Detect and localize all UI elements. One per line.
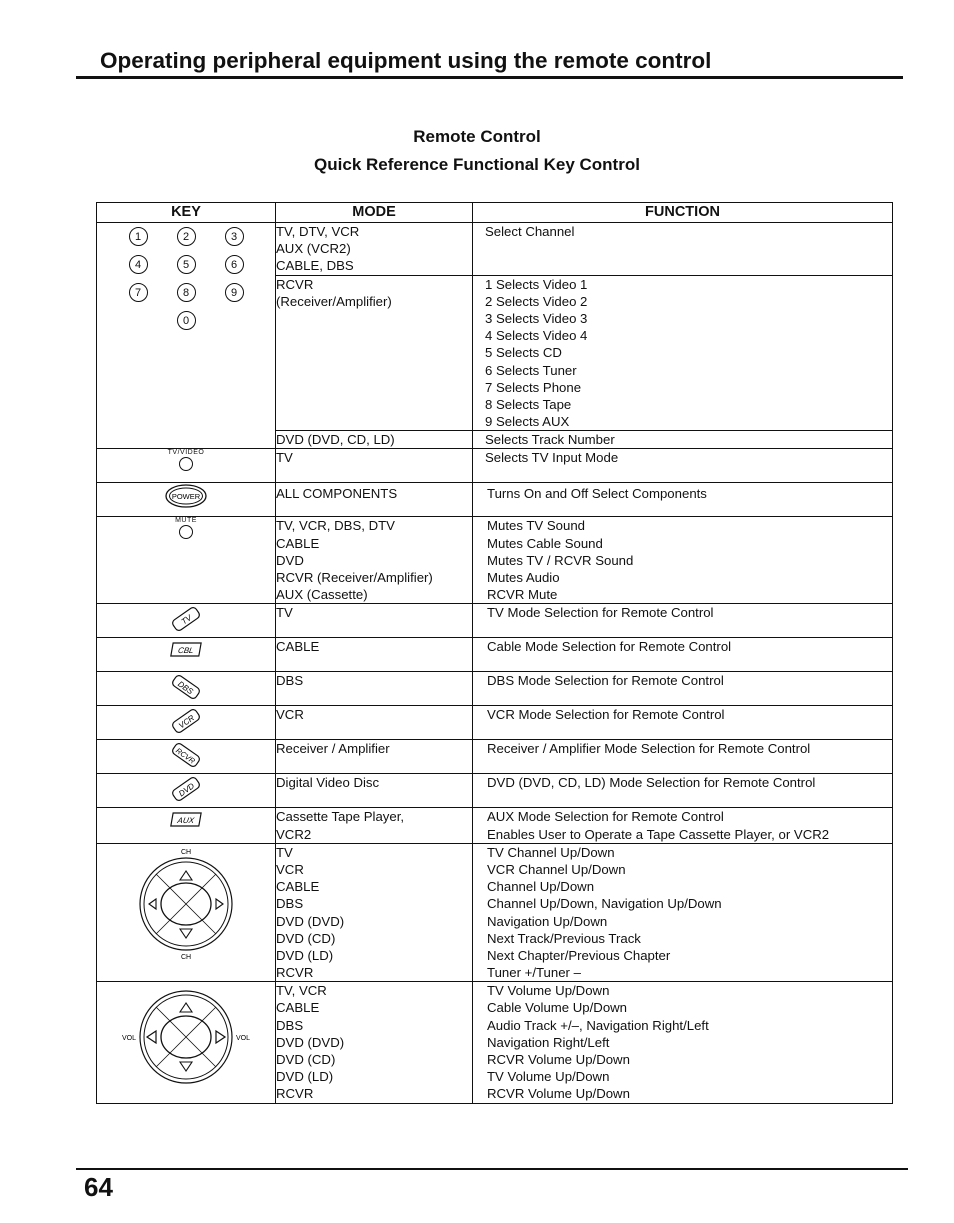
mode-line: VCR [276, 861, 304, 877]
reference-table [96, 202, 893, 1104]
function-line: Channel Up/Down [487, 879, 595, 895]
title-rule [76, 76, 903, 79]
function-line: Cable Volume Up/Down [487, 1000, 628, 1016]
mode-line: Receiver / Amplifier [276, 741, 390, 757]
mode-cell [276, 604, 473, 638]
header-key: KEY [97, 203, 276, 223]
mode-cell [276, 982, 473, 1103]
function-line: Selects Track Number [485, 432, 615, 448]
function-line: 9 Selects AUX [485, 414, 570, 430]
function-cell [473, 223, 893, 276]
function-cell [473, 982, 893, 1103]
function-cell [473, 604, 893, 638]
power-button-icon [164, 483, 208, 509]
function-line: Next Chapter/Previous Chapter [487, 947, 671, 963]
tv-mode-button-icon [166, 604, 206, 634]
mode-cell [276, 843, 473, 982]
function-cell [473, 483, 893, 517]
mode-line: RCVR [276, 276, 314, 292]
footer-rule [76, 1168, 908, 1170]
right-arrow-icon [216, 899, 223, 909]
channel-updown-key-icon [121, 844, 251, 962]
number-9-button: 9 [225, 283, 244, 302]
mode-line: RCVR [276, 965, 314, 981]
channel-key [97, 843, 276, 982]
down-arrow-icon [180, 1062, 192, 1071]
table-row [97, 483, 893, 517]
down-arrow-icon [180, 929, 192, 938]
function-cell [473, 449, 893, 483]
function-line: TV Channel Up/Down [487, 844, 615, 860]
mode-line: CABLE, DBS [276, 258, 354, 274]
function-line: 4 Selects Video 4 [485, 328, 588, 344]
dvd-mode-key [97, 774, 276, 808]
function-line: Cable Mode Selection for Remote Control [487, 639, 732, 655]
function-line: 6 Selects Tuner [485, 362, 577, 378]
function-line: TV Volume Up/Down [487, 983, 610, 999]
function-cell [473, 808, 893, 843]
mode-cell [276, 808, 473, 843]
function-line: 7 Selects Phone [485, 379, 582, 395]
mode-line: DVD (LD) [276, 947, 334, 963]
function-line: Mutes TV Sound [487, 518, 585, 534]
volume-key [97, 982, 276, 1103]
mode-line: AUX (Cassette) [276, 587, 368, 603]
mode-line: DVD (CD) [276, 1052, 336, 1067]
vol-left-label: VOL [121, 1035, 137, 1043]
tvvideo-key [97, 449, 276, 483]
number-0-button: 0 [177, 311, 196, 330]
mode-line: DBS [276, 1017, 304, 1033]
function-line: Select Channel [485, 224, 575, 239]
left-arrow-icon [149, 899, 156, 909]
mode-cell [276, 638, 473, 672]
function-cell [473, 638, 893, 672]
number-2-button: 2 [177, 227, 196, 246]
table-row [97, 449, 893, 483]
up-arrow-icon [180, 871, 192, 880]
number-4-button: 4 [129, 255, 148, 274]
function-line: Navigation Up/Down [487, 913, 608, 929]
mode-line: VCR [276, 707, 304, 723]
dvd-mode-button-icon [166, 774, 206, 804]
function-line: Turns On and Off Select Components [487, 486, 707, 502]
function-cell [473, 275, 893, 431]
up-arrow-icon [180, 1003, 192, 1012]
function-line: Next Track/Previous Track [487, 930, 641, 946]
function-line: Enables User to Operate a Tape Cassette Player, or VCR2 [487, 826, 830, 842]
tvvideo-button-icon [179, 457, 193, 471]
mode-line: CABLE [276, 879, 320, 895]
table-row [97, 808, 893, 843]
mode-line: TV [276, 844, 293, 860]
power-key-label: POWER [171, 492, 201, 502]
table-row [97, 706, 893, 740]
function-line: RCVR Volume Up/Down [487, 1086, 630, 1102]
mode-line: DVD (DVD) [276, 913, 345, 929]
aux-mode-key-label: AUX [176, 816, 195, 826]
table-header-row [97, 203, 893, 223]
table-row [97, 517, 893, 604]
rcvr-mode-button-icon [166, 740, 206, 770]
function-line: 5 Selects CD [485, 345, 562, 361]
mode-cell [276, 431, 473, 449]
function-line: TV Mode Selection for Remote Control [487, 605, 714, 621]
function-line: Mutes TV / RCVR Sound [487, 552, 634, 568]
function-line: VCR Channel Up/Down [487, 861, 626, 877]
page-title: Operating peripheral equipment using the remote control [100, 48, 712, 73]
function-line: Mutes Cable Sound [487, 535, 603, 551]
mode-line: TV [276, 450, 293, 466]
ch-down-label: CH [180, 953, 192, 961]
number-3-button: 3 [225, 227, 244, 246]
mode-line: TV [276, 605, 293, 621]
dbs-mode-button-icon [166, 672, 206, 702]
function-line: DVD (DVD, CD, LD) Mode Selection for Remote Control [487, 775, 816, 791]
header-mode: MODE [276, 203, 473, 223]
function-cell [473, 431, 893, 449]
mode-cell [276, 483, 473, 517]
cable-mode-button-icon [166, 638, 206, 662]
function-line: VCR Mode Selection for Remote Control [487, 707, 725, 723]
mode-cell [276, 740, 473, 774]
mode-cell [276, 223, 473, 276]
function-cell [473, 843, 893, 982]
mode-line: VCR2 [276, 826, 312, 842]
mode-cell [276, 672, 473, 706]
mode-cell [276, 706, 473, 740]
mode-line: RCVR (Receiver/Amplifier) [276, 570, 433, 585]
mode-line: TV, VCR, DBS, DTV [276, 518, 395, 534]
function-line: DBS Mode Selection for Remote Control [487, 673, 724, 689]
function-line: 3 Selects Video 3 [485, 310, 588, 326]
ch-up-label: CH [180, 848, 192, 856]
mode-cell [276, 774, 473, 808]
mode-line: CABLE [276, 639, 320, 655]
mode-line: DBS [276, 673, 304, 689]
function-cell [473, 706, 893, 740]
table-row [97, 843, 893, 982]
mute-key [97, 517, 276, 604]
mode-line: DVD (LD) [276, 1069, 334, 1085]
mode-line: ALL COMPONENTS [276, 486, 398, 502]
mode-line: TV, DTV, VCR [276, 224, 360, 239]
rcvr-mode-key-label: RCVR [174, 746, 197, 766]
dbs-mode-key [97, 672, 276, 706]
mode-line: (Receiver/Amplifier) [276, 293, 392, 309]
mode-cell [276, 517, 473, 604]
mode-cell [276, 449, 473, 483]
aux-mode-key [97, 808, 276, 843]
mode-line: CABLE [276, 1000, 320, 1016]
function-line: Mutes Audio [487, 570, 560, 585]
function-line: 1 Selects Video 1 [485, 276, 588, 292]
mode-line: DVD (DVD) [276, 1034, 345, 1050]
rcvr-mode-key [97, 740, 276, 774]
volume-updown-key-icon [111, 982, 261, 1092]
table-row [97, 982, 893, 1103]
tvvideo-key-label: TV/VIDEO [167, 449, 205, 457]
mode-line: AUX (VCR2) [276, 241, 351, 257]
number-8-button: 8 [177, 283, 196, 302]
mute-key-label: MUTE [175, 517, 197, 525]
dbs-mode-key-label: DBS [176, 679, 195, 697]
mode-line: DBS [276, 896, 304, 912]
function-line: Tuner +/Tuner – [487, 965, 581, 981]
table-row [97, 638, 893, 672]
table-row [97, 604, 893, 638]
table-row [97, 672, 893, 706]
vcr-mode-button-icon [166, 706, 206, 736]
function-line: AUX Mode Selection for Remote Control [487, 809, 724, 825]
aux-mode-button-icon [166, 808, 206, 832]
function-line: Selects TV Input Mode [485, 450, 619, 466]
number-7-button: 7 [129, 283, 148, 302]
dvd-mode-key-label: DVD [177, 781, 197, 799]
function-line: Receiver / Amplifier Mode Selection for Remote Control [487, 741, 811, 757]
function-cell [473, 672, 893, 706]
subtitle-remote-control: Remote Control [413, 127, 541, 146]
function-line: TV Volume Up/Down [487, 1069, 610, 1085]
function-line: Navigation Right/Left [487, 1034, 610, 1050]
tv-mode-key-label: TV [179, 613, 194, 627]
function-line: Channel Up/Down, Navigation Up/Down [487, 896, 722, 912]
function-line: RCVR Volume Up/Down [487, 1052, 630, 1067]
function-line: Audio Track +/–, Navigation Right/Left [487, 1017, 709, 1033]
mode-line: CABLE [276, 535, 320, 551]
mode-line: Cassette Tape Player, [276, 809, 405, 825]
numeric-keypad [97, 223, 276, 449]
mode-line: RCVR [276, 1086, 314, 1102]
table-row [97, 740, 893, 774]
mode-line: DVD (DVD, CD, LD) [276, 432, 395, 448]
mode-line: DVD (CD) [276, 930, 336, 946]
vcr-mode-key-label: VCR [177, 713, 197, 731]
mode-line: DVD [276, 552, 304, 568]
number-5-button: 5 [177, 255, 196, 274]
function-line: 8 Selects Tape [485, 396, 572, 412]
function-line: 2 Selects Video 2 [485, 293, 588, 309]
tv-mode-key [97, 604, 276, 638]
subtitle-quick-reference: Quick Reference Functional Key Control [314, 155, 640, 174]
number-6-button: 6 [225, 255, 244, 274]
right-arrow-icon [216, 1031, 225, 1043]
header-function: FUNCTION [473, 203, 893, 223]
table-row [97, 223, 893, 276]
cable-mode-key-label: CBL [177, 646, 195, 656]
vcr-mode-key [97, 706, 276, 740]
page-number: 64 [84, 1172, 113, 1202]
function-cell [473, 774, 893, 808]
cable-mode-key [97, 638, 276, 672]
function-cell [473, 517, 893, 604]
mode-cell [276, 275, 473, 431]
power-key [97, 483, 276, 517]
vol-right-label: VOL [235, 1035, 251, 1043]
left-arrow-icon [147, 1031, 156, 1043]
number-1-button: 1 [129, 227, 148, 246]
mode-line: Digital Video Disc [276, 775, 380, 791]
function-cell [473, 740, 893, 774]
table-row [97, 774, 893, 808]
mute-button-icon [179, 525, 193, 539]
function-line: RCVR Mute [487, 587, 558, 603]
mode-line: TV, VCR [276, 983, 327, 999]
